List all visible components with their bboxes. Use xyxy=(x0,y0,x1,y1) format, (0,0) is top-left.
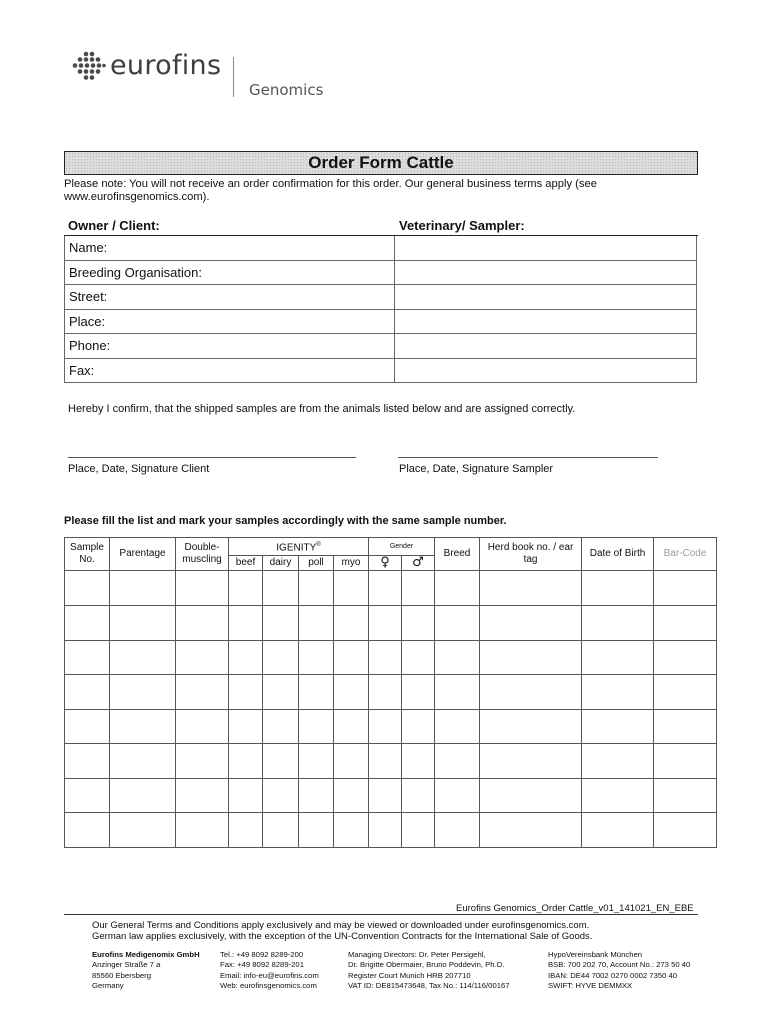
eurofins-genomics-logo xyxy=(72,48,352,104)
sample-cell[interactable] xyxy=(582,571,654,606)
sample-cell[interactable] xyxy=(229,605,263,640)
sample-cell[interactable] xyxy=(435,571,480,606)
party-row xyxy=(65,309,697,334)
header-igenity-poll: poll xyxy=(299,556,334,571)
sample-cell[interactable] xyxy=(65,744,110,779)
sample-cell[interactable] xyxy=(65,813,110,848)
terms-line-2: German law applies exclusively, with the exception of the UN-Convention Contracts for the International Sale of Goods. xyxy=(92,931,593,942)
sample-cell[interactable] xyxy=(176,778,229,813)
sample-row xyxy=(65,813,717,848)
footer-web: Web: eurofinsgenomics.com xyxy=(220,980,317,990)
sample-cell[interactable] xyxy=(263,813,299,848)
sample-cell[interactable] xyxy=(299,778,334,813)
logo-divider xyxy=(233,57,234,97)
sample-cell[interactable] xyxy=(299,813,334,848)
footer-city: 85560 Ebersberg xyxy=(92,970,151,980)
owner-field-label[interactable]: Fax: xyxy=(65,358,395,383)
sample-cell[interactable] xyxy=(582,778,654,813)
sample-cell[interactable] xyxy=(369,813,402,848)
sample-cell[interactable] xyxy=(229,675,263,710)
sample-cell[interactable] xyxy=(110,605,176,640)
sample-cell[interactable] xyxy=(435,709,480,744)
owner-field-label[interactable]: Phone: xyxy=(65,334,395,359)
sample-cell[interactable] xyxy=(263,605,299,640)
sample-cell[interactable] xyxy=(334,813,369,848)
sample-cell[interactable] xyxy=(299,709,334,744)
fill-list-instruction: Please fill the list and mark your samples accordingly with the same sample number. xyxy=(64,515,507,527)
footer-directors-1: Managing Directors: Dr. Peter Persigehl, xyxy=(348,950,486,959)
sample-cell[interactable] xyxy=(402,709,435,744)
sample-cell[interactable] xyxy=(110,640,176,675)
footer-swift: SWIFT: HYVE DEMMXX xyxy=(548,980,633,990)
party-row xyxy=(65,334,697,359)
sample-cell[interactable] xyxy=(229,709,263,744)
owner-field-label[interactable]: Name: xyxy=(65,236,395,261)
sample-cell[interactable] xyxy=(263,709,299,744)
footer-register-court: Register Court Munich HRB 207710 xyxy=(348,970,471,980)
sample-cell[interactable] xyxy=(176,813,229,848)
sample-cell[interactable] xyxy=(110,709,176,744)
sample-cell[interactable] xyxy=(480,813,582,848)
footer-registration xyxy=(348,950,510,991)
sample-cell[interactable] xyxy=(229,813,263,848)
terms-line-1: Our General Terms and Conditions apply exclusively and may be viewed or downloaded under eurofinsgenomics.com. xyxy=(92,920,590,931)
sample-cell[interactable] xyxy=(435,675,480,710)
sample-cell[interactable] xyxy=(654,605,717,640)
client-signature-label: Place, Date, Signature Client xyxy=(68,463,210,475)
footer-bank-name: HypoVereinsbank München xyxy=(548,950,643,959)
sample-cell[interactable] xyxy=(299,571,334,606)
sample-cell[interactable] xyxy=(110,571,176,606)
client-signature-line[interactable] xyxy=(68,457,356,458)
footer-vat: VAT ID: DE815473648, Tax No.: 114/116/00167 xyxy=(348,980,510,990)
header-igenity-dairy: dairy xyxy=(263,556,299,571)
sample-cell[interactable] xyxy=(654,640,717,675)
footer-company-address xyxy=(92,950,200,991)
sample-cell[interactable] xyxy=(582,709,654,744)
sample-cell[interactable] xyxy=(110,675,176,710)
sample-cell[interactable] xyxy=(110,813,176,848)
owner-field-label[interactable]: Breeding Organisation: xyxy=(65,260,395,285)
sample-cell[interactable] xyxy=(299,675,334,710)
footer-rule xyxy=(64,914,698,915)
male-symbol-icon: ♂ xyxy=(402,556,435,571)
sample-cell[interactable] xyxy=(176,640,229,675)
sample-cell[interactable] xyxy=(110,744,176,779)
sample-cell[interactable] xyxy=(369,605,402,640)
sample-cell[interactable] xyxy=(65,709,110,744)
header-herd-book: Herd book no. / ear tag xyxy=(480,538,582,571)
header-sample-no: Sample No. xyxy=(65,538,110,571)
sample-cell[interactable] xyxy=(402,675,435,710)
sample-row xyxy=(65,675,717,710)
sample-cell[interactable] xyxy=(229,640,263,675)
sample-cell[interactable] xyxy=(435,778,480,813)
header-bar-code: Bar-Code xyxy=(654,538,717,571)
sample-cell[interactable] xyxy=(435,640,480,675)
sample-cell[interactable] xyxy=(229,744,263,779)
party-row xyxy=(65,358,697,383)
sample-row xyxy=(65,571,717,606)
sample-cell[interactable] xyxy=(480,605,582,640)
sample-cell[interactable] xyxy=(435,744,480,779)
confirmation-statement: Hereby I confirm, that the shipped samples are from the animals listed below and are assigned correctly. xyxy=(68,403,576,415)
sample-cell[interactable] xyxy=(582,744,654,779)
sample-row xyxy=(65,744,717,779)
header-igenity xyxy=(229,538,369,556)
terms-text xyxy=(92,920,592,942)
party-table-top-rule xyxy=(64,235,698,236)
sample-cell[interactable] xyxy=(582,605,654,640)
female-symbol-icon: ♀ xyxy=(369,556,402,571)
sample-cell[interactable] xyxy=(402,778,435,813)
party-row xyxy=(65,236,697,261)
sample-cell[interactable] xyxy=(263,675,299,710)
sample-cell[interactable] xyxy=(654,744,717,779)
sample-row xyxy=(65,605,717,640)
sample-cell[interactable] xyxy=(480,744,582,779)
sample-cell[interactable] xyxy=(654,675,717,710)
header-igenity-myo: myo xyxy=(334,556,369,571)
document-reference: Eurofins Genomics_Order Cattle_v01_141021_EN_EBE xyxy=(456,903,694,914)
sampler-signature-label: Place, Date, Signature Sampler xyxy=(399,463,554,475)
sample-cell[interactable] xyxy=(369,571,402,606)
party-details-table xyxy=(64,235,697,383)
footer-directors-2: Dr. Brigitte Obermaier, Bruno Poddevin, Ph.D. xyxy=(348,960,505,970)
veterinary-field-cell[interactable] xyxy=(395,260,697,285)
veterinary-field-cell[interactable] xyxy=(395,236,697,261)
owner-client-heading: Owner / Client: xyxy=(68,218,160,233)
sample-cell[interactable] xyxy=(402,744,435,779)
sample-cell[interactable] xyxy=(263,744,299,779)
sample-cell[interactable] xyxy=(402,813,435,848)
sample-cell[interactable] xyxy=(65,778,110,813)
sample-row xyxy=(65,778,717,813)
footer-bank xyxy=(548,950,690,991)
party-row xyxy=(65,285,697,310)
sample-cell[interactable] xyxy=(65,675,110,710)
sample-cell[interactable] xyxy=(263,571,299,606)
logo-wordmark: eurofins xyxy=(110,50,222,81)
footer-street: Anzinger Straße 7 a xyxy=(92,960,161,970)
header-date-of-birth: Date of Birth xyxy=(582,538,654,571)
header-parentage: Parentage xyxy=(110,538,176,571)
sample-cell[interactable] xyxy=(435,605,480,640)
form-title: Order Form Cattle xyxy=(308,153,454,172)
sample-cell[interactable] xyxy=(229,571,263,606)
sample-cell[interactable] xyxy=(480,571,582,606)
sample-cell[interactable] xyxy=(176,744,229,779)
sample-cell[interactable] xyxy=(369,675,402,710)
sample-cell[interactable] xyxy=(480,709,582,744)
eurofins-dots-icon xyxy=(72,51,106,81)
sample-cell[interactable] xyxy=(299,744,334,779)
sampler-signature-line[interactable] xyxy=(398,457,658,458)
veterinary-field-cell[interactable] xyxy=(395,309,697,334)
sample-cell[interactable] xyxy=(334,640,369,675)
igenity-registered-mark: ® xyxy=(316,542,321,548)
sample-row xyxy=(65,709,717,744)
form-title-bar xyxy=(64,151,698,175)
order-note: Please note: You will not receive an order confirmation for this order. Our general business terms apply (see www.eurofinsgenomics.com). xyxy=(64,178,597,203)
sample-cell[interactable] xyxy=(65,571,110,606)
veterinary-field-cell[interactable] xyxy=(395,285,697,310)
sample-cell[interactable] xyxy=(369,744,402,779)
header-gender: Gender xyxy=(369,538,435,556)
logo-subtitle: Genomics xyxy=(249,81,324,99)
footer-country: Germany xyxy=(92,980,124,990)
footer-tel: Tel.: +49 8092 8289-200 xyxy=(220,950,304,959)
sample-cell[interactable] xyxy=(402,640,435,675)
sample-cell[interactable] xyxy=(299,605,334,640)
sample-cell[interactable] xyxy=(263,640,299,675)
sample-cell[interactable] xyxy=(480,640,582,675)
footer-email: Email: info-eu@eurofins.com xyxy=(220,970,319,980)
header-double-muscling: Double-muscling xyxy=(176,538,229,571)
sample-cell[interactable] xyxy=(176,675,229,710)
sample-cell[interactable] xyxy=(435,813,480,848)
sample-cell[interactable] xyxy=(402,605,435,640)
sample-cell[interactable] xyxy=(369,640,402,675)
sample-cell[interactable] xyxy=(65,640,110,675)
footer-fax: Fax: +49 8092 8289-201 xyxy=(220,960,304,970)
sample-cell[interactable] xyxy=(334,571,369,606)
sample-cell[interactable] xyxy=(334,744,369,779)
header-igenity-beef: beef xyxy=(229,556,263,571)
sample-cell[interactable] xyxy=(334,709,369,744)
footer-contact xyxy=(220,950,319,991)
sample-cell[interactable] xyxy=(110,778,176,813)
sample-cell[interactable] xyxy=(65,605,110,640)
sample-cell[interactable] xyxy=(176,571,229,606)
sample-cell[interactable] xyxy=(369,709,402,744)
sample-cell[interactable] xyxy=(654,571,717,606)
party-row xyxy=(65,260,697,285)
sample-list-table xyxy=(64,537,717,848)
sample-cell[interactable] xyxy=(582,675,654,710)
sample-cell[interactable] xyxy=(582,813,654,848)
sample-cell[interactable] xyxy=(582,640,654,675)
sample-cell[interactable] xyxy=(654,709,717,744)
sample-cell[interactable] xyxy=(334,675,369,710)
sample-row xyxy=(65,640,717,675)
veterinary-sampler-heading: Veterinary/ Sampler: xyxy=(399,218,525,233)
sample-cell[interactable] xyxy=(654,813,717,848)
sample-cell[interactable] xyxy=(263,778,299,813)
sample-cell[interactable] xyxy=(176,709,229,744)
sample-cell[interactable] xyxy=(480,778,582,813)
owner-field-label[interactable]: Street: xyxy=(65,285,395,310)
sample-cell[interactable] xyxy=(402,571,435,606)
sample-cell[interactable] xyxy=(299,640,334,675)
footer-company-name: Eurofins Medigenomix GmbH xyxy=(92,950,200,959)
sample-cell[interactable] xyxy=(229,778,263,813)
sample-cell[interactable] xyxy=(369,778,402,813)
header-breed: Breed xyxy=(435,538,480,571)
sample-cell[interactable] xyxy=(654,778,717,813)
igenity-label: IGENITY xyxy=(276,542,317,554)
sample-cell[interactable] xyxy=(176,605,229,640)
footer-bsb: BSB: 700 202 70, Account No.: 273 50 40 xyxy=(548,960,691,970)
sample-cell[interactable] xyxy=(334,778,369,813)
veterinary-field-cell[interactable] xyxy=(395,334,697,359)
owner-field-label[interactable]: Place: xyxy=(65,309,395,334)
veterinary-field-cell[interactable] xyxy=(395,358,697,383)
sample-cell[interactable] xyxy=(334,605,369,640)
footer-iban: IBAN: DE44 7002 0270 0002 7350 40 xyxy=(548,970,678,980)
sample-cell[interactable] xyxy=(480,675,582,710)
